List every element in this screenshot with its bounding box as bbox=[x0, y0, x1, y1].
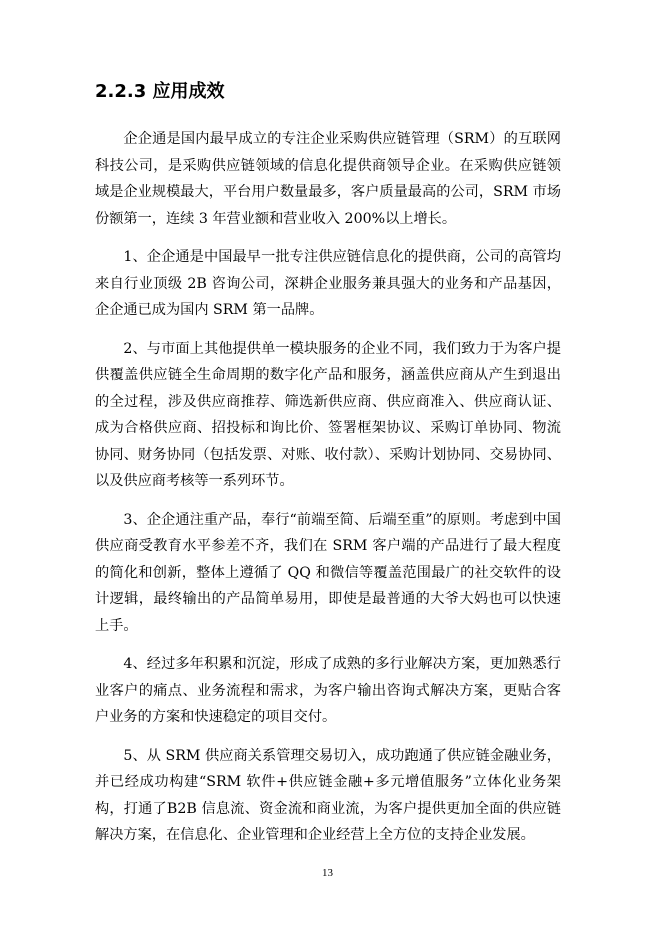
section-heading: 2.2.3 应用成效 bbox=[95, 81, 225, 102]
paragraph-point-1: 1、企企通是中国最早一批专注供应链信息化的提供商，公司的高管均来自行业顶级 2B 咨询公司，深耕企业服务兼具强大的业务和产品基因，企企通已成为国内 SRM 第一品牌。 bbox=[95, 249, 561, 318]
paragraph-point-4: 4、经过多年积累和沉淀，形成了成熟的多行业解决方案，更加熟悉行业客户的痛点、业务流程和需求，为客户输出咨询式解决方案，更贴合客户业务的方案和快速稳定的项目交付。 bbox=[95, 656, 561, 725]
intro-paragraph: 企企通是国内最早成立的专注企业采购供应链管理（SRM）的互联网科技公司，是采购供应链领域的信息化提供商领导企业。在采购供应链领域是企业规模最大，平台用户数量最多，客户质量最高的公司，SRM 市场份额第一，连续 3 年营业额和营业收入 200%以上增长。 bbox=[95, 131, 561, 227]
page-number: 13 bbox=[322, 867, 333, 879]
paragraph-point-2: 2、与市面上其他提供单一模块服务的企业不同，我们致力于为客户提供覆盖供应链全生命周期的数字化产品和服务，涵盖供应商从产生到退出的全过程，涉及供应商推荐、筛选新供应商、供应商准入、供应商认证、成为合格供应商、招投标和询比价、签署框架协议、采购订单协同、物流协同、财务协同（包括发票、对账、收付款）、采购计划协同、交易协同、以及供应商考核等一系列环节。 bbox=[95, 340, 561, 489]
paragraph-point-5: 5、从 SRM 供应商关系管理交易切入，成功跑通了供应链金融业务，并已经成功构建“SRM 软件+供应链金融+多元增值服务”立体化业务架构，打通了B2B 信息流、资金流和商业流，为客户提供更加全面的供应链解决方案，在信息化、企业管理和企业经营上全方位的支持企业发展。 bbox=[95, 747, 561, 843]
body-text bbox=[95, 126, 561, 861]
paragraph-point-3: 3、企企通注重产品，奉行“前端至简、后端至重”的原则。考虑到中国供应商受教育水平参差不齐，我们在 SRM 客户端的产品进行了最大程度的简化和创新，整体上遵循了 QQ 和微信等覆盖范围最广的社交软件的设计逻辑，最终输出的产品简单易用，即使是最普通的大爷大妈也可以快速上手。 bbox=[95, 511, 561, 634]
